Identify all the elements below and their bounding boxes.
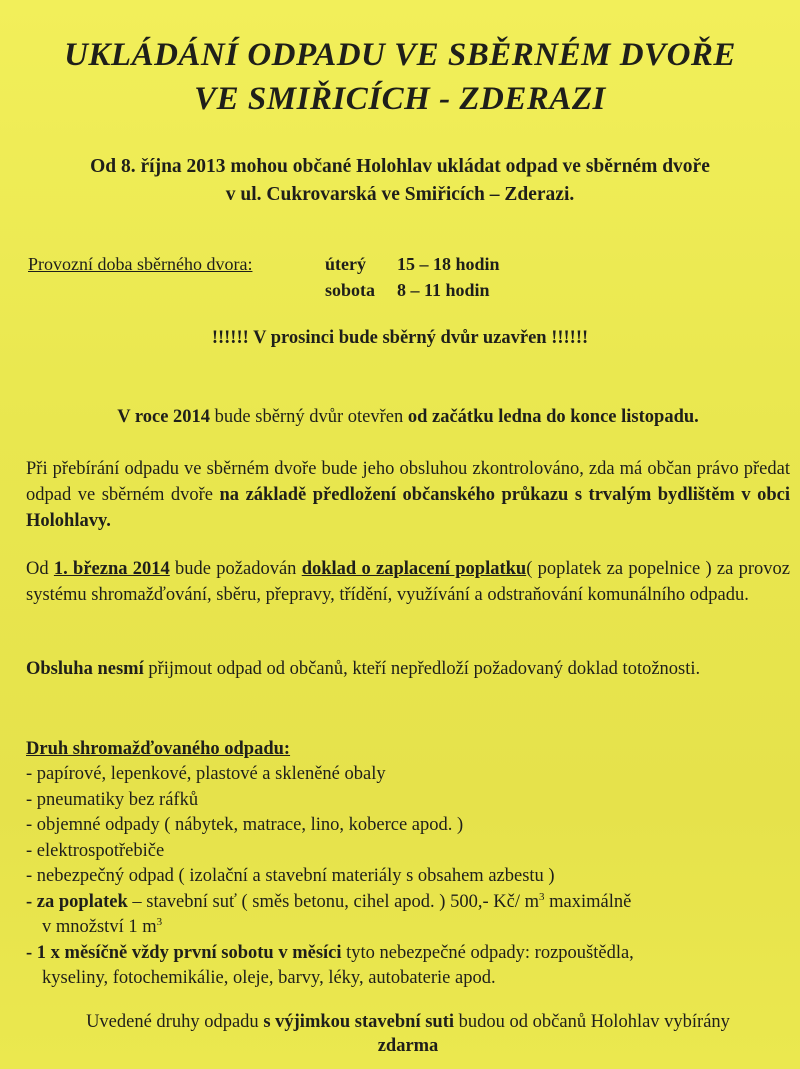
title-line-1: UKLÁDÁNÍ ODPADU VE SBĚRNÉM DVOŘE [64,37,736,73]
intro-line-2: v ul. Cukrovarská ve Smiřicích – Zderazi. [225,184,575,205]
hours-day: úterý [325,254,366,274]
hours-day: sobota [325,280,376,300]
id-check-bold: na základě předložení občanského průkazu s trvalým bydlištěm v obci Holohlavy. [26,485,790,531]
staff-bold: Obsluha nesmí [26,659,144,679]
list-item-monthly-cont: kyseliny, fotochemikálie, oleje, barvy, léky, autobaterie apod. [42,968,496,988]
monthly-label: - 1 x měsíčně vždy první sobotu v měsíci [26,942,342,963]
opening-hours-label: Provozní doba sběrného dvora: [28,254,253,274]
paid-label: - za poplatek [26,891,128,912]
fee-text-c: bude požadován [169,559,302,579]
paid-text: – stavební suť ( směs betonu, cihel apod. ) 500,- Kč/ m [127,891,539,912]
title-line-2: VE SMIŘICÍCH - ZDERAZI [194,81,606,117]
fee-paragraph [26,556,790,608]
footer-text-c: budou od občanů Holohlav vybírány [454,1012,730,1032]
footer-exception: s výjimkou stavební suti [263,1012,455,1032]
list-item: - nebezpečný odpad ( izolační a stavební materiály s obsahem azbestu ) [26,866,555,886]
page-title [0,33,800,121]
footer-text-a: Uvedené druhy odpadu [86,1012,264,1032]
intro-line-1: Od 8. října 2013 mohou občané Holohlav ukládat odpad ve sběrném dvoře [90,156,710,177]
list-item: - elektrospotřebiče [26,840,165,861]
fee-text-a: Od [26,559,54,579]
id-check-paragraph [26,456,790,534]
types-heading-block [26,736,790,762]
hours-row [325,276,490,304]
staff-paragraph [26,656,790,682]
fee-text-e: ( poplatek za popelnice ) za provoz systému shromažďování, sběru, přepravy, třídění, využívání a odstraňování komunálního odpadu. [26,559,790,605]
list-item-paid-amount [26,915,790,941]
footer-free: zdarma [377,1036,439,1056]
monthly-text: tyto nebezpečné odpady: rozpouštědla, [341,942,634,963]
paid-text-max: maximálně [544,891,632,912]
intro-paragraph [0,153,800,209]
types-heading: Druh shromažďovaného odpadu: [26,739,291,759]
list-item-paid [26,890,790,916]
year-notice [26,404,790,430]
year-notice-text: bude sběrný dvůr otevřen [210,407,408,427]
id-check-text: Při přebírání odpadu ve sběrném dvoře bude jeho obsluhou zkontrolováno, zda má občan právo předat odpad ve sběrném dvoře [26,459,790,505]
waste-types-list [26,762,790,992]
hours-row [325,250,500,278]
fee-date: 1. března 2014 [53,559,170,579]
paid-amount-sup: 3 [156,915,163,928]
paid-amount: v množství 1 m [42,917,157,937]
year-notice-period: od začátku ledna do konce listopadu. [407,407,699,427]
hours-time: 15 – 18 hodin [397,254,500,274]
list-item: - papírové, lepenkové, plastové a skleněné obaly [26,764,386,784]
list-item: - objemné odpady ( nábytek, matrace, lino, koberce apod. ) [26,815,464,835]
list-item-monthly [26,941,790,967]
fee-document: doklad o zaplacení poplatku [301,559,527,579]
paid-sup: 3 [538,890,545,903]
staff-text: přijmout odpad od občanů, kteří nepředloží požadovaný doklad totožnosti. [143,659,701,679]
hours-time: 8 – 11 hodin [397,280,490,300]
closure-warning: !!!!!! V prosinci bude sběrný dvůr uzavřen !!!!!! [211,328,589,348]
list-item: - pneumatiky bez ráfků [26,789,199,810]
footer-note [26,1010,790,1058]
year-notice-year: V roce 2014 [117,407,211,427]
